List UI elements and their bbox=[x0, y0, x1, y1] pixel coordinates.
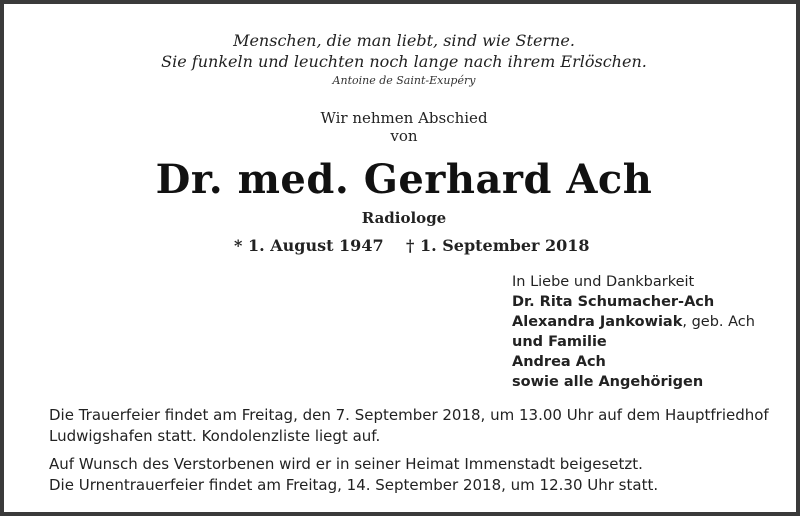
funeral-notice-line-2: Ludwigshafen statt. Kondolenzliste liegt auf. bbox=[49, 427, 381, 445]
quote-author: Antoine de Saint-Exupéry bbox=[332, 74, 476, 87]
mourners-intro: In Liebe und Dankbarkeit bbox=[512, 274, 695, 290]
deceased-profession: Radiologe bbox=[361, 209, 447, 227]
burial-notice-line-1: Auf Wunsch des Verstorbenen wird er in seiner Heimat Immenstadt beigesetzt. bbox=[49, 455, 643, 473]
quote-line-1: Menschen, die man liebt, sind wie Sterne. bbox=[233, 31, 575, 50]
mourner-name-1: Dr. Rita Schumacher-Ach bbox=[512, 294, 715, 310]
mourner-relatives: sowie alle Angehörigen bbox=[512, 374, 704, 390]
mourner-line-2 bbox=[512, 312, 755, 332]
mourner-family: und Familie bbox=[512, 334, 607, 350]
farewell-line-1: Wir nehmen Abschied bbox=[320, 109, 488, 127]
quote-line-2: Sie funkeln und leuchten noch lange nach ihrem Erlöschen. bbox=[161, 52, 647, 71]
farewell-line-2: von bbox=[390, 127, 418, 145]
mourner-name-2-suffix: , geb. Ach bbox=[682, 314, 755, 330]
mourner-name-3: Andrea Ach bbox=[512, 354, 606, 370]
burial-notice-line-2: Die Urnentrauerfeier findet am Freitag, 14. September 2018, um 12.30 Uhr statt. bbox=[49, 476, 659, 494]
burial-notice bbox=[49, 454, 769, 496]
death-date: † 1. September 2018 bbox=[406, 236, 590, 255]
deceased-name: Dr. med. Gerhard Ach bbox=[155, 156, 653, 203]
mourners-block bbox=[512, 272, 755, 392]
mourner-name-2: Alexandra Jankowiak bbox=[512, 314, 683, 330]
funeral-notice bbox=[49, 405, 769, 447]
birth-date: * 1. August 1947 bbox=[234, 236, 384, 255]
funeral-notice-line-1: Die Trauerfeier findet am Freitag, den 7. September 2018, um 13.00 Uhr auf dem Hauptfriedhof bbox=[49, 406, 769, 424]
